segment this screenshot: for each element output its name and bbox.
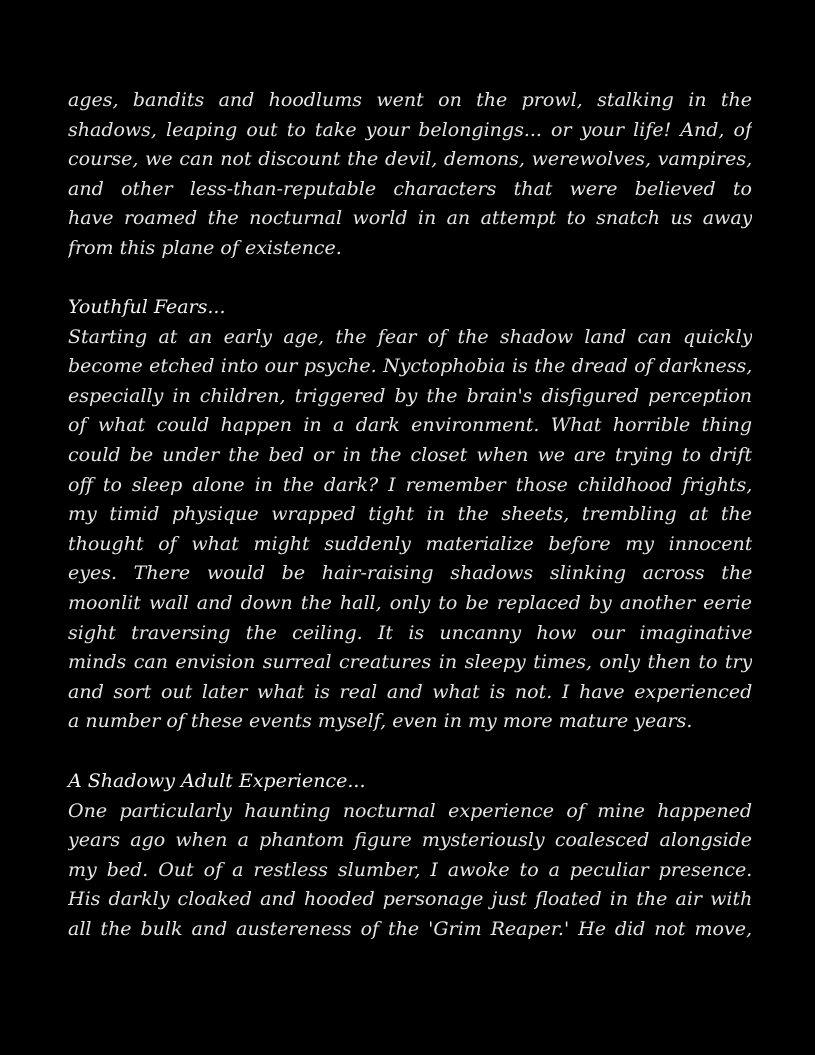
text-line: eyes. There would be hair-raising shadows slinking across the <box>68 562 752 585</box>
text-line: have roamed the nocturnal world in an attempt to snatch us away <box>68 207 752 230</box>
text-line: and other less-than-reputable characters that were believed to <box>68 177 752 200</box>
text-line: all the bulk and austereness of the 'Grim Reaper.' He did not move, <box>68 917 752 940</box>
text-line: from this plane of existence. <box>68 236 342 259</box>
text-line: sight traversing the ceiling. It is uncanny how our imaginative <box>68 621 752 644</box>
paragraph-intro <box>68 86 752 264</box>
text-line: One particularly haunting nocturnal experience of mine happened <box>68 799 752 822</box>
text-line: moonlit wall and down the hall, only to be replaced by another eerie <box>68 591 752 614</box>
text-line: years ago when a phantom figure mysteriously coalesced alongside <box>68 829 752 852</box>
text-line: minds can envision surreal creatures in sleepy times, only then to try <box>68 651 752 674</box>
section-heading: A Shadowy Adult Experience... <box>68 770 366 792</box>
text-line: ages, bandits and hoodlums went on the prowl, stalking in the <box>68 89 752 111</box>
section-heading: Youthful Fears... <box>68 296 226 318</box>
text-line: a number of these events myself, even in my more mature years. <box>68 710 693 733</box>
text-line: my timid physique wrapped tight in the sheets, trembling at the <box>68 503 752 526</box>
text-line: of what could happen in a dark environment. What horrible thing <box>68 414 752 437</box>
text-line: become etched into our psyche. Nyctophobia is the dread of darkness, <box>68 355 752 378</box>
text-line: His darkly cloaked and hooded personage just floated in the air with <box>68 888 752 911</box>
text-line: especially in children, triggered by the brain's disfigured perception <box>68 384 752 407</box>
section-shadowy-adult-experience <box>68 767 752 945</box>
text-line: shadows, leaping out to take your belongings... or your life! And, of <box>68 118 752 141</box>
section-youthful-fears <box>68 293 752 737</box>
text-line: Starting at an early age, the fear of the shadow land can quickly <box>68 325 752 348</box>
text-line: off to sleep alone in the dark? I remember those childhood frights, <box>68 473 752 496</box>
text-line: thought of what might suddenly materialize before my innocent <box>68 532 752 555</box>
text-line: course, we can not discount the devil, demons, werewolves, vampires, <box>68 148 752 171</box>
text-line: could be under the bed or in the closet when we are trying to drift <box>68 443 752 466</box>
text-line: and sort out later what is real and what is not. I have experienced <box>68 680 752 703</box>
text-line: my bed. Out of a restless slumber, I awoke to a peculiar presence. <box>68 858 752 881</box>
